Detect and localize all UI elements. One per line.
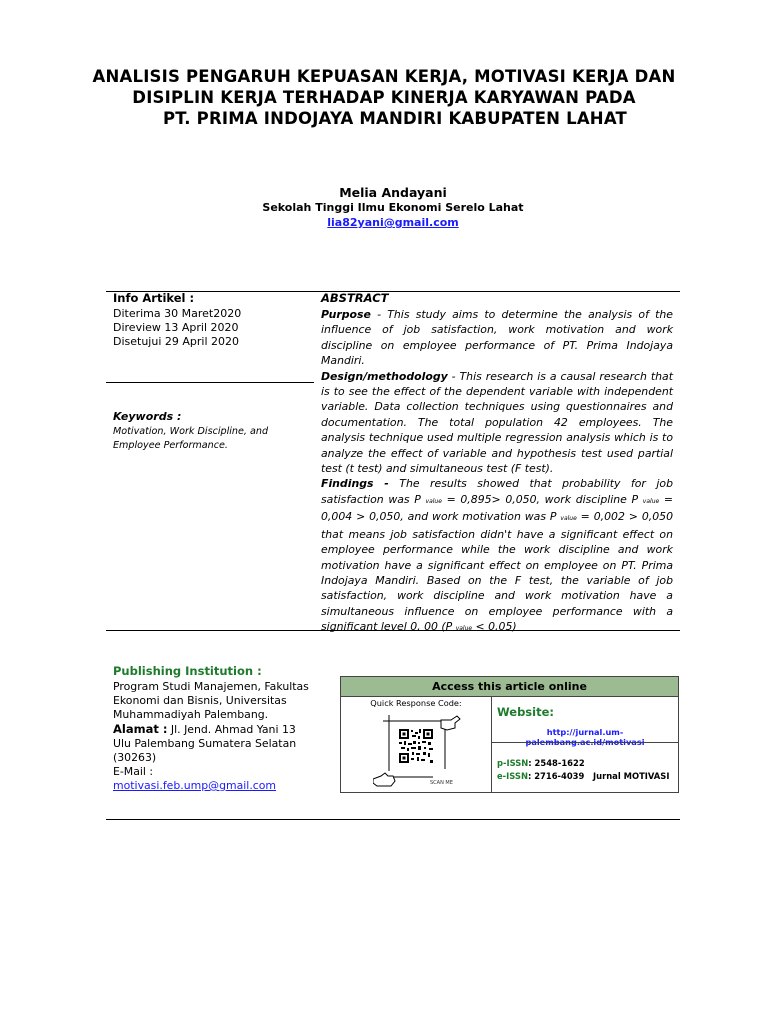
e-issn-value: : 2716-4039: [527, 771, 585, 781]
access-article-box: [340, 676, 679, 793]
author-email-line: [0, 216, 768, 229]
title-line-3: PT. PRIMA INDOJAYA MANDIRI KABUPATEN LAHAT: [163, 109, 627, 128]
findings-text-3: = 0,004 > 0,050, and work motivation was P: [321, 492, 673, 524]
p-issn: [497, 758, 585, 768]
institution-email-link[interactable]: motivasi.feb.ump@gmail.com: [113, 779, 277, 792]
pointing-hand-icon: [441, 716, 460, 730]
date-approved: Disetujui 29 April 2020: [113, 335, 240, 348]
findings-text-1: The results showed that probability for job satisfaction was P: [321, 477, 673, 506]
author-email-link[interactable]: lia82yani@gmail.com: [327, 216, 459, 229]
address-label: Alamat :: [113, 722, 168, 736]
design-text: - This research is a causal research that is to see the effect of the dependent variable with independent variable. Data collection techniques using questionnaires and documentation. The total population 42 employees. The analysis technique used multiple regression analysis which is to analyze the effect of variable and hypothesis test used partial test (t test) and simultaneous test (F test).: [321, 369, 673, 476]
date-received: Diterima 30 Maret2020: [113, 307, 242, 320]
qr-code-graphic[interactable]: [373, 711, 465, 793]
info-heading: Info Artikel :: [113, 291, 195, 305]
date-reviewed: Direview 13 April 2020: [113, 321, 239, 334]
p-issn-label: p-ISSN: [497, 758, 529, 768]
institution-name: Program Studi Manajemen, Fakultas Ekonomi dan Bisnis, Universitas Muhammadiyah Palembang.: [113, 680, 309, 721]
rule-info-divider: [106, 382, 314, 383]
findings-text-5: < 0,05): [472, 620, 517, 634]
abstract-findings: [321, 476, 673, 636]
keywords-text: Motivation, Work Discipline, and Employee Performance.: [113, 426, 269, 451]
title-line-2: DISIPLIN KERJA TERHADAP KINERJA KARYAWAN PADA: [132, 88, 636, 107]
e-issn-label: e-ISSN: [497, 771, 528, 781]
abstract-body: [321, 307, 673, 637]
subscript-value: value: [560, 515, 577, 523]
institution-address: [113, 722, 313, 765]
journal-name: Jurnal MOTIVASI: [593, 771, 670, 781]
email-label: E-Mail :: [113, 765, 154, 778]
access-heading: Access this article online: [341, 677, 678, 697]
qr-code-icon: [399, 729, 433, 763]
author-name: Melia Andayani: [339, 185, 447, 200]
website-separator: [491, 742, 679, 743]
website-label: Website:: [497, 705, 554, 719]
abstract-design: [321, 369, 673, 477]
publishing-details: [113, 680, 313, 793]
findings-text-4: = 0,002 > 0,050 that means job satisfaction didn't have a significant effect on employee performance while the work discipline and work motivation have a significant effect on employee on PT. Prima Indojaya Mandiri. Based on the F test, the variable of job satisfaction, work discipline and work motivation have a simultaneous influence on employee performance with a significant level 0, 00 (P: [321, 510, 673, 634]
findings-text-2: = 0,895> 0,050, work discipline P: [441, 492, 643, 506]
paper-title: [60, 66, 708, 129]
abstract-purpose: [321, 307, 673, 369]
design-label: Design/methodology: [321, 369, 448, 383]
subscript-value: value: [455, 625, 473, 633]
abstract-heading: ABSTRACT: [321, 291, 389, 305]
e-issn: [497, 771, 584, 781]
publishing-heading: Publishing Institution :: [113, 664, 262, 678]
subscript-value: value: [642, 497, 660, 505]
pointing-hand-icon: [373, 773, 395, 786]
purpose-text: - This study aims to determine the analysis of the influence of job satisfaction, work motivation and work discipline on employee performance of PT. Prima Indojaya Mandiri.: [321, 308, 673, 368]
author-affiliation: Sekolah Tinggi Ilmu Ekonomi Serelo Lahat: [262, 201, 524, 214]
scan-me-label: SCAN ME: [430, 780, 453, 786]
findings-label: Findings -: [321, 477, 389, 491]
purpose-label: Purpose: [321, 308, 371, 321]
address-text: Jl. Jend. Ahmad Yani 13 Ulu Palembang Sumatera Selatan (30263): [113, 723, 297, 764]
keywords-heading: Keywords :: [113, 410, 182, 423]
title-line-1: ANALISIS PENGARUH KEPUASAN KERJA, MOTIVASI KERJA DAN: [92, 67, 676, 86]
p-issn-value: : 2548-1622: [528, 758, 585, 768]
rule-bottom: [106, 819, 680, 820]
qr-code-label: Quick Response Code:: [370, 698, 462, 708]
website-url-link[interactable]: http://jurnal.um-palembang.ac.id/motivasi: [525, 727, 645, 747]
article-dates: [113, 307, 241, 349]
subscript-value: value: [425, 497, 442, 505]
